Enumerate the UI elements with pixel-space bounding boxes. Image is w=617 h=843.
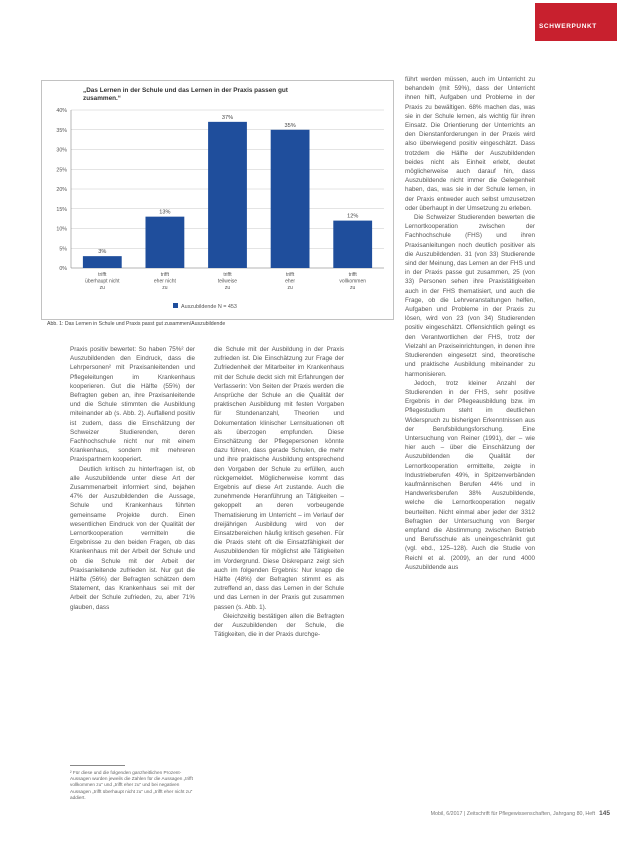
bar <box>208 122 247 268</box>
x-tick-label: trifft <box>223 272 232 278</box>
x-tick-label: vollkommen <box>339 278 367 285</box>
bar-value-label: 13% <box>159 209 171 216</box>
text-column-3 <box>405 75 535 815</box>
bar <box>271 130 310 268</box>
x-tick-label: zu <box>162 285 168 292</box>
y-tick-label: 25% <box>56 167 67 174</box>
column-2-paragraph: die Schule mit der Ausbildung in der Praxis zufrieden ist. Die Einschätzung zur Frage der Zufriedenheit der Mitarbeiter im Krankenhaus mit der Schule deckt sich mit Erfahrungen der Verfasserin: Von Seiten der Praxis werden die Ansprüche der Schule an die Qualität der praktischen Ausbildung mit festen Vorgaben für Stundenanzahl, Theorien und Dokumentation klinischer Lernsituationen oft als überzogen empfunden. Diese Einschätzung der Pflegepersonen könnte dazu führen, dass gerade Schulen, die mehr und ihre praktische Ausbildung entsprechend den Vorgaben der Schule zu erfüllen, auch rückgemeldet. Möglicherweise kommt das Ergebnis auf diese Art zustande. Auch die zunehmende Heranführung an Tätigkeiten – gekoppelt an deren vorbeugende Thematisierung im Unterricht – im Verlauf der dreijährigen Ausbildung wird von der Einsatzbereichen häufig kritisch gesehen. Für die Praxis steht oft die Einsatzfähigkeit der Auszubildenden für möglichst alle Tätigkeiten im Vordergrund. Diese Diskrepanz zeigt sich auch im folgenden Ergebnis: Nur knapp die Hälfte (48%) der Befragten stimmt es als zutreffend an, dass das Lernen in der Schule und das Lernen in der Praxis gut zusammen passen (s. Abb. 1). <box>214 346 344 611</box>
column-2-paragraph: Gleichzeitig bestätigen allen die Befragten der Auszubildenden der Schule, die Tätigkeiten, die in der Praxis durchge- <box>214 612 344 639</box>
x-tick-label: zu <box>287 285 293 292</box>
column-3-paragraph: Die Schweizer Studierenden bewerten die Lernortkooperation zwischen der Fachhochschule (FHS) und ihren Praxisanleitungen noch deutlich positiver als die Auszubildenden. 31 (von 33) Studierende sind der Meinung, das Lernen an der FHS und in der Praxis passe gut zusammen, 25 (von 33) Personen sehen ihre Praxistätigkeiten auch in der FHS thematisiert, und auch die Frage, ob die Lehrveranstaltungen helfen, Aufgaben und Probleme in der Praxis zu lösen, wird von 23 (von 34) Studierenden positiv eingeschätzt. Offensichtlich gelingt es den Verantwortlichen der FHS, trotz der Vielzahl an Praxiseinrichtungen, in denen ihre Studierenden eingesetzt sind, theoretische und praktische Ausbildung miteinander zu harmonisieren. <box>405 214 535 378</box>
x-tick-label: zu <box>224 285 231 292</box>
x-tick-label: teilweise <box>217 278 238 285</box>
section-label: SCHWERPUNKT <box>539 23 597 30</box>
column-3-paragraph: führt werden müssen, auch im Unterricht zu behandeln (mit 59%), dass der Unterricht ihnen hilft, Aufgaben und Probleme in der Praxis zu bewältigen. 68% machen das, was sie in der Schule lernen, als wichtig für ihren Einsatz. Die Orientierung der Unterrichts an den Dienstanforderungen in der Praxis wird also überwiegend positiv eingeschätzt. Dass trotzdem die Hälfte der Auszubildenden beides nicht als Einheit erlebt, deutet möglicherweise auch darauf hin, dass Auszubildende nicht immer die Gelegenheit haben, das, was sie in der Schule lernen, in der Praxis entweder auch selbst umzusetzen oder überhaupt in der Umsetzung zu erleben. <box>405 76 535 212</box>
bar <box>145 217 184 268</box>
text-column-2 <box>214 345 344 830</box>
bar <box>333 221 372 268</box>
bar-value-label: 35% <box>284 122 296 129</box>
y-tick-label: 30% <box>56 147 67 154</box>
x-tick-label: überhaupt nicht <box>85 278 120 285</box>
legend-swatch <box>173 303 178 308</box>
section-banner <box>535 3 617 41</box>
y-tick-label: 5% <box>59 246 67 253</box>
chart-title: „Das Lernen in der Schule und das Lernen in der Praxis passen gut zusammen.“ <box>83 87 288 102</box>
footnote-divider <box>70 765 125 766</box>
bar <box>83 256 122 268</box>
bar-chart <box>41 80 394 320</box>
column-1-paragraph: Deutlich kritisch zu hinterfragen ist, ob alle Auszubildende unter diese Art der Zusammenarbeit informiert sind, bejahen 47% der Auszubildenden die Aussage, Schule und Krankenhaus führten gemeinsame Projekte durch. Einen wesentlichen Eindruck von der Qualität der Lernortkooperation vermitteln die Ergebnisse zu den beiden Fragen, ob das Krankenhaus mit der Arbeit der Schule und ob die Schule mit der Arbeit der Praxisanleitende zufrieden ist. Nur gut die Hälfte (56%) der Befragten schätzen dem Statement, das Krankenhaus sei mit der Arbeit der Schule zufrieden, zu, aber 71% glauben, dass <box>70 465 195 611</box>
footnote: ² Für diese und die folgenden ganzheitlichen Prozent-Aussagen wurden jeweils die Zahlen für die Aussagen „trifft vollkommen zu“ und „trifft eher zu“ und bei negativen Aussagen „trifft überhaupt nicht zu“ und „trifft eher nicht zu“ addiert. <box>70 770 193 800</box>
y-tick-label: 0% <box>59 266 67 272</box>
bar-value-label: 3% <box>98 249 107 256</box>
y-tick-label: 10% <box>56 226 67 233</box>
x-tick-label: eher nicht <box>153 278 176 285</box>
x-tick-label: eher <box>285 278 296 285</box>
legend-label: Auszubildende N = 453 <box>181 303 237 310</box>
text-column-1 <box>70 345 195 745</box>
y-tick-label: 15% <box>56 206 67 213</box>
x-tick-label: trifft <box>98 272 107 278</box>
page-number: 145 <box>599 810 610 817</box>
bar-value-label: 37% <box>221 114 234 121</box>
x-tick-label: zu <box>99 285 105 292</box>
y-tick-label: 40% <box>56 108 67 114</box>
x-tick-label: trifft <box>160 272 170 278</box>
y-tick-label: 35% <box>56 127 67 134</box>
figure-caption: Abb. 1: Das Lernen in Schule und Praxis passt gut zusammen/Auszubildende <box>47 321 226 327</box>
bar-value-label: 12% <box>347 213 359 220</box>
figure-chart <box>41 80 394 320</box>
x-tick-label: trifft <box>348 272 357 278</box>
column-1-paragraph: Praxis positiv bewertet: So haben 75%² der Auszubildenden den Eindruck, dass die Lehrpersonen² mit Praxisanleitenden und Pflegeleitungen im Krankenhaus kooperieren. Gut die Hälfte (55%) der Befragten geben an, ihre Praxisanleitende und die Schule stimmten die Ausbildung miteinander ab (s. Abb. 2). Auffallend positiv ist zudem, dass die Einschätzung der Schweizer Studierenden, deren Fachhochschule nicht nur mit einem Krankenhaus, sondern mit mehreren Praxispartnern kooperiert. <box>70 346 195 464</box>
y-tick-label: 20% <box>56 187 67 193</box>
page-footer <box>380 810 610 817</box>
x-tick-label: zu <box>350 285 356 292</box>
footer-journal: Mobil, 6/2017 | Zeitschrift für Pflegewissenschaften, Jahrgang 80, Heft <box>430 811 596 817</box>
column-3-paragraph: Jedoch, trotz kleiner Anzahl der Studierenden in der FHS, sehr positive Ergebnis in der Pflegeausbildung bzw. im Pflegestudium steht im deutlichen Widerspruch zu bisherigen Erkenntnissen aus der Berufsbildungsforschung. Eine Untersuchung von Reiner (1991), der – wie hier auch – über die Einschätzung der Auszubildenden die Qualität der Lernortkooperation ermittelte, zeigte in Industrieberufen 49%, in Spitzenverbänden kaufmännischen Berufen 44% und in Handwerksberufen 38% Auszubildende, welche die Lernortkooperation negativ beurteilten. Nicht einmal aber jeder der 3312 Befragten der Untersuchung von Berger empfand die Abstimmung zwischen Betrieb und Berufsschule als uneingeschränkt gut (vgl. ebd., 125–128). Auch die Studie von Reichl et al. (2009), an der rund 4000 Auszubildende aus <box>405 379 535 571</box>
x-tick-label: trifft <box>285 272 295 278</box>
